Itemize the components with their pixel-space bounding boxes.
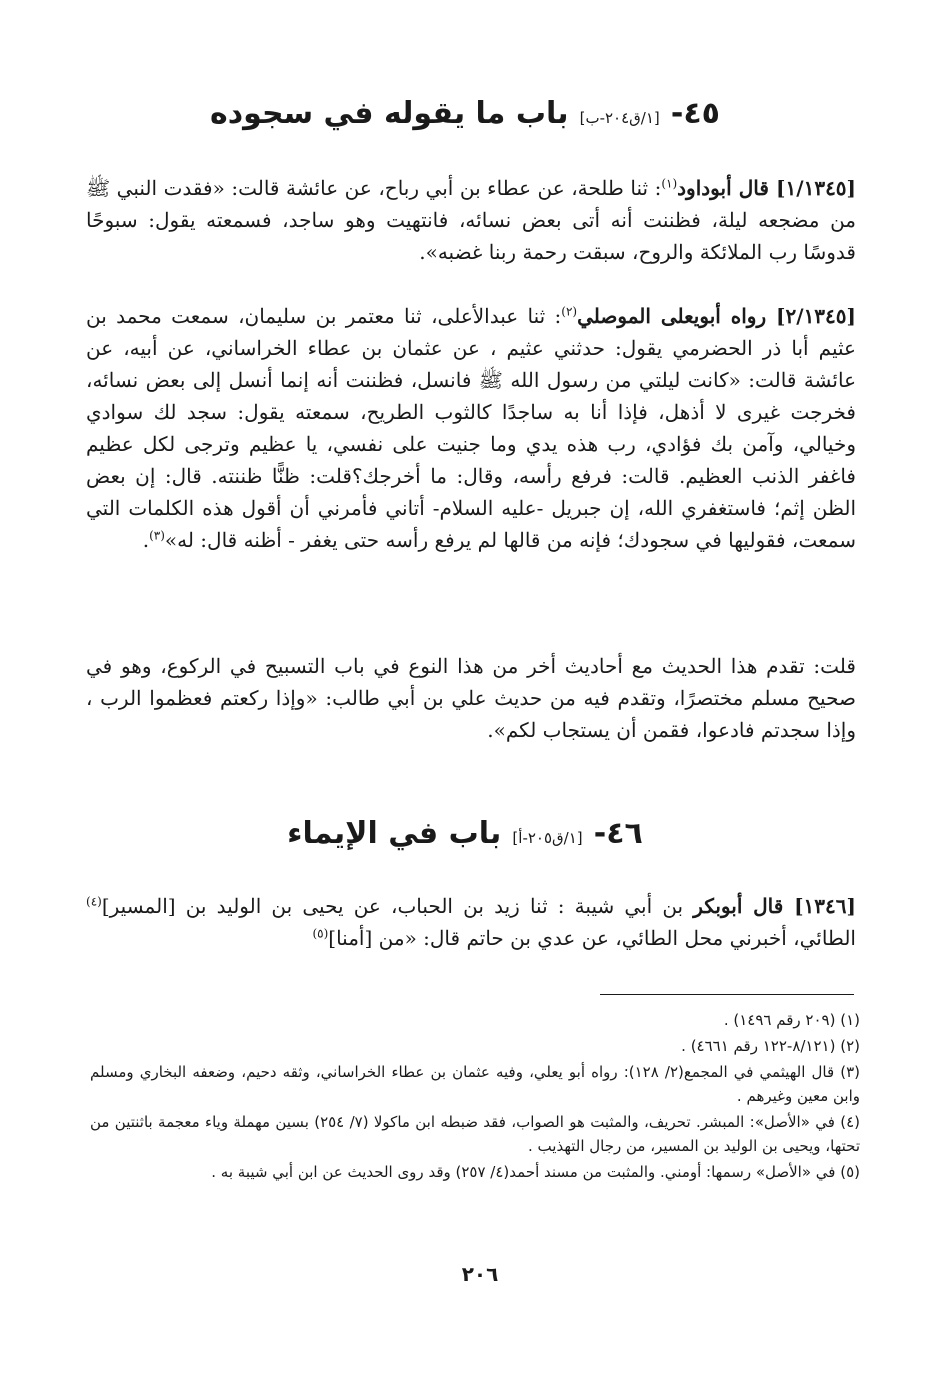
hadith-paragraph-1: [86, 172, 856, 268]
footnote-1: (١) (٢٠٩ رقم ١٤٩٦) .: [723, 1011, 860, 1029]
hadith-text: : ثنا طلحة، عن عطاء بن أبي رباح، عن عائشة قالت: «فقدت النبي ﷺ من مضجعه ليلة، فظننت أنه أتى بعض نسائه، فانتهيت وهو ساجد، فسمعته يقول: سبوحًا قدوسًا رب الملائكة والروح، سبقت رحمة ربنا غضبه».: [86, 176, 857, 264]
commentary-paragraph: [86, 650, 856, 746]
hadith-text: الطائي، أخبرني محل الطائي، عن عدي بن حاتم قال: «من [أمنا]: [328, 926, 856, 950]
chapter-heading-46: [80, 816, 850, 851]
footnote-reference: (١): [661, 176, 678, 191]
footnote-4: (٤) في «الأصل»: المبشر. تحريف، والمثبت هو الصواب، فقد ضبطه ابن ماكولا (٧/ ٢٥٤) بسين مهملة وياء معجمة باثنتين من تحتها، ويحيى بن الوليد بن المسير، من رجال التهذيب .: [90, 1113, 860, 1155]
footnote-reference: (٣): [149, 528, 165, 543]
hadith-text: بن أبي شيبة : ثنا زيد بن الحباب، عن يحيى بن الوليد بن [المسير]: [101, 894, 694, 918]
chapter-title: باب في الإيماء: [287, 816, 502, 851]
footnote-reference: (٥): [312, 926, 329, 941]
chapter-title: باب ما يقوله في سجوده: [210, 96, 569, 131]
hadith-text: : ثنا عبدالأعلى، ثنا معتمر بن سليمان، سمعت محمد بن عثيم أبا ذر الحضرمي يقول: حدثني عثيم ، عن عثمان بن عطاء الخراساني، عن أبيه، عن عائشة قالت: «كانت ليلتي من رسول الله ﷺ فانسل، فظننت أنه إنما أنسل إلى بعض نسائه، فخرجت غيرى لا أذهل، فإذا أنا به ساجدًا كالثوب الطريح، سمعته يقول: سجد لك سوادي وخيالي، وآمن بك فؤادي، رب هذه يدي وما جنيت على نفسي، يا عظيم وترجى لكل عظيم فاغفر الذنب العظيم. قالت: فرفع رأسه، وقال: ما أخرجك؟قلت: ظنًّا ظننته. قال: إن بعض الظن إثم؛ فاستغفري الله، إن جبريل -عليه السلام- أتاني فأمرني أن أقول هذه الكلمات التي سمعت، فقوليها في سجودك؛ فإنه من قالها لم يرفع رأسه حتى يغفر - أظنه قال: له»: [86, 304, 856, 552]
hadith-text-tail: .: [142, 528, 150, 552]
hadith-head: [١/١٣٤٥] قال أبوداود: [677, 176, 857, 200]
hadith-head: [٢/١٣٤٥] رواه أبويعلى الموصلي: [577, 304, 856, 328]
footnote-separator: [600, 994, 854, 995]
footnotes-list: [90, 1008, 860, 1186]
chapter-number: ٤٦-: [593, 816, 643, 851]
hadith-paragraph-3: [86, 890, 856, 954]
hadith-paragraph-2: [86, 300, 856, 556]
hadith-head: [١٣٤٦] قال أبوبكر: [693, 894, 856, 918]
footnote-reference: (٤): [86, 894, 102, 909]
manuscript-reference: [١/ق٢٠٥-أ]: [512, 829, 583, 847]
manuscript-reference: [١/ق٢٠٤-ب]: [579, 109, 660, 127]
footnote-5: (٥) في «الأصل» رسمها: أومني. والمثبت من مسند أحمد(٤/ ٢٥٧) وقد روى الحديث عن ابن أبي شيبة به .: [211, 1163, 860, 1181]
page-number: ٢٠٦: [461, 1262, 499, 1286]
footnote-2: (٢) (٨/١٢١-١٢٢ رقم ٤٦٦١) .: [681, 1037, 860, 1055]
footnote-3: (٣) قال الهيثمي في المجمع(٢/ ١٢٨): رواه أبو يعلي، وفيه عثمان بن عطاء الخراساني، وثقه دحيم، وضعفه البخاري ومسلم وابن معين وغيرهم .: [90, 1063, 861, 1105]
chapter-heading-45: [80, 96, 850, 131]
footnote-reference: (٢): [561, 304, 578, 319]
chapter-number: ٤٥-: [670, 96, 720, 131]
commentary-text: قلت: تقدم هذا الحديث مع أحاديث أخر من هذا النوع في باب التسبيح في الركوع، وهو في صحيح مسلم مختصرًا، وتقدم فيه من حديث علي بن أبي طالب: «وإذا ركعتم فعظموا الرب ، وإذا سجدتم فادعوا، فقمن أن يستجاب لكم».: [86, 654, 856, 742]
